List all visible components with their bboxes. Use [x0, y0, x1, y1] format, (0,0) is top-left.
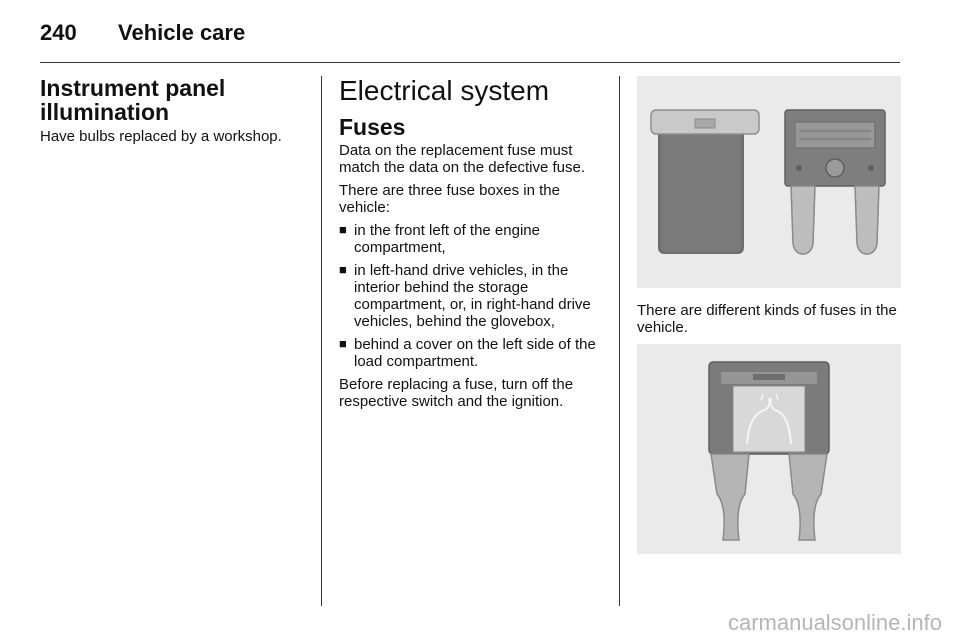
paragraph: There are three fuse boxes in the vehicle: — [339, 182, 560, 216]
paragraph: Data on the replacement fuse must match the data on the defective fuse. — [339, 142, 585, 176]
fuse-types-caption: There are different kinds of fuses in the vehicle. — [637, 302, 897, 336]
right-column — [637, 76, 901, 554]
list-item-text: in the front left of the engine compartment, — [354, 222, 540, 256]
page-header — [40, 20, 900, 63]
instrument-panel-text: Have bulbs replaced by a workshop. — [40, 128, 282, 145]
left-column — [40, 76, 310, 151]
fuse-types-illustration — [637, 76, 901, 288]
bullet-icon: ■ — [339, 262, 347, 277]
mini-fuse-illustration — [637, 344, 901, 554]
page-number: 240 — [40, 20, 77, 45]
list-item-text: in left-hand drive vehicles, in the interior behind the storage compartment, or, in right-hand drive vehicles, behind the glovebox, — [354, 262, 591, 330]
column-divider — [321, 76, 322, 606]
list-item-text: behind a cover on the left side of the load compartment. — [354, 336, 596, 370]
section-title: Vehicle care — [118, 20, 246, 45]
instrument-panel-heading: Instrument panel illumination — [40, 75, 226, 125]
column-divider — [619, 76, 620, 606]
list-item — [339, 336, 607, 370]
fuse-box-list — [339, 222, 607, 370]
paragraph: Before replacing a fuse, turn off the respective switch and the ignition. — [339, 376, 574, 410]
fuses-heading: Fuses — [339, 114, 406, 140]
watermark: carmanualsonline.info — [727, 610, 942, 635]
bullet-icon: ■ — [339, 336, 347, 351]
mini-fuse-icon — [637, 344, 901, 554]
electrical-system-heading: Electrical system — [339, 75, 550, 106]
list-item — [339, 262, 607, 330]
bullet-icon: ■ — [339, 222, 347, 237]
fuse-illustration-icon — [637, 76, 901, 288]
middle-column — [339, 76, 607, 416]
list-item — [339, 222, 607, 256]
